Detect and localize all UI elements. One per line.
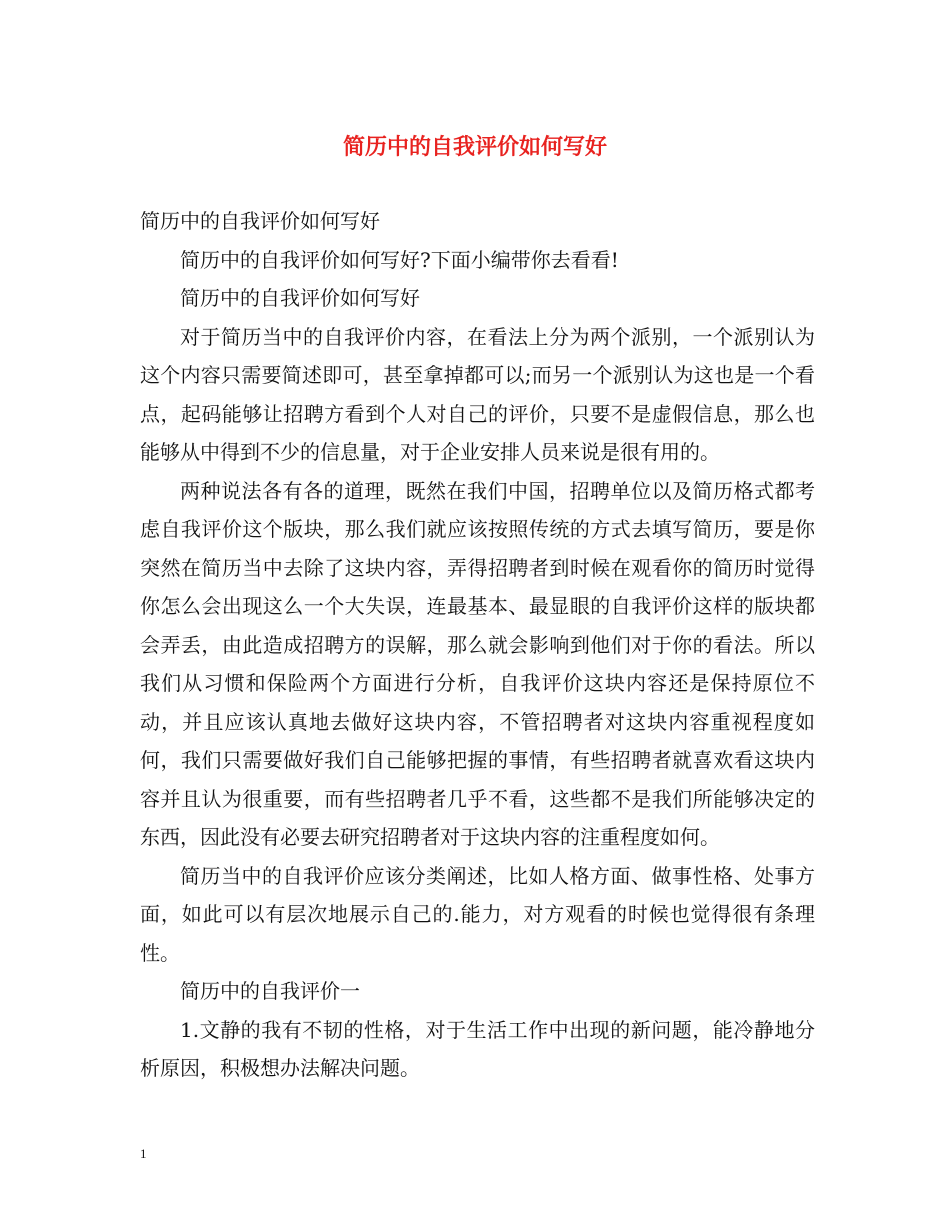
paragraph-two-views: 对于简历当中的自我评价内容，在看法上分为两个派别，一个派别认为这个内容只需要简述即可，甚至拿掉都可以;而另一个派别认为这也是一个看点，起码能够让招聘方看到个人对自己的评价，只要不是虚假信息，那么也能够从中得到不少的信息量，对于企业安排人员来说是很有用的。 bbox=[140, 324, 815, 464]
page-number: 1 bbox=[140, 1146, 147, 1161]
document-body bbox=[140, 202, 815, 1088]
paragraph-intro: 简历中的自我评价如何写好?下面小编带你去看看! bbox=[180, 247, 619, 272]
paragraph-subheading: 简历中的自我评价如何写好 bbox=[180, 286, 420, 310]
paragraph-categorize: 简历当中的自我评价应该分类阐述，比如人格方面、做事性格、处事方面，如此可以有层次地展示自己的.能力，对方观看的时候也觉得很有条理性。 bbox=[140, 863, 815, 965]
paragraph-reasoning: 两种说法各有各的道理，既然在我们中国，招聘单位以及简历格式都考虑自我评价这个版块，那么我们就应该按照传统的方式去填写简历，要是你突然在简历当中去除了这块内容，弄得招聘者到时候在观看你的简历时觉得你怎么会出现这么一个大失误，连最基本、最显眼的自我评价这样的版块都会弄丢，由此造成招聘方的误解，那么就会影响到他们对于你的看法。所以我们从习惯和保险两个方面进行分析，自我评价这块内容还是保持原位不动，并且应该认真地去做好这块内容，不管招聘者对这块内容重视程度如何，我们只需要做好我们自己能够把握的事情，有些招聘者就喜欢看这块内容并且认为很重要，而有些招聘者几乎不看，这些都不是我们所能够决定的东西，因此没有必要去研究招聘者对于这块内容的注重程度如何。 bbox=[140, 478, 815, 849]
document-title: 简历中的自我评价如何写好 bbox=[342, 134, 607, 160]
paragraph-example-heading: 简历中的自我评价一 bbox=[180, 979, 360, 1003]
paragraph-heading: 简历中的自我评价如何写好 bbox=[140, 209, 380, 233]
paragraph-example-1: 1.文静的我有不韧的性格，对于生活工作中出现的新问题，能冷静地分析原因，积极想办法解决问题。 bbox=[140, 1017, 815, 1080]
